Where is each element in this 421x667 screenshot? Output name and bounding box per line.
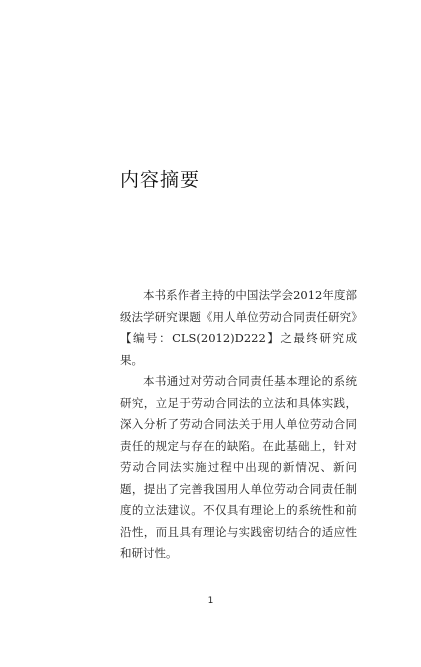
abstract-body (120, 285, 357, 565)
page-title: 内容摘要 (120, 169, 201, 191)
abstract-paragraph-2: 本书通过对劳动合同责任基本理论的系统研究，立足于劳动合同法的立法和具体实践，深入分析了劳动合同法关于用人单位劳动合同责任的规定与存在的缺陷。在此基础上，针对劳动合同法实施过程中出现的新情况、新问题，提出了完善我国用人单位劳动合同责任制度的立法建议。不仅具有理论上的系统性和前沿性，而且具有理论与实践密切结合的适应性和研讨性。 (120, 374, 357, 560)
page-number: 1 (207, 596, 214, 606)
abstract-paragraph-1: 本书系作者主持的中国法学会2012年度部级法学研究课题《用人单位劳动合同责任研究》【编号：CLS(2012)D222】之最终研究成果。 (120, 288, 357, 367)
